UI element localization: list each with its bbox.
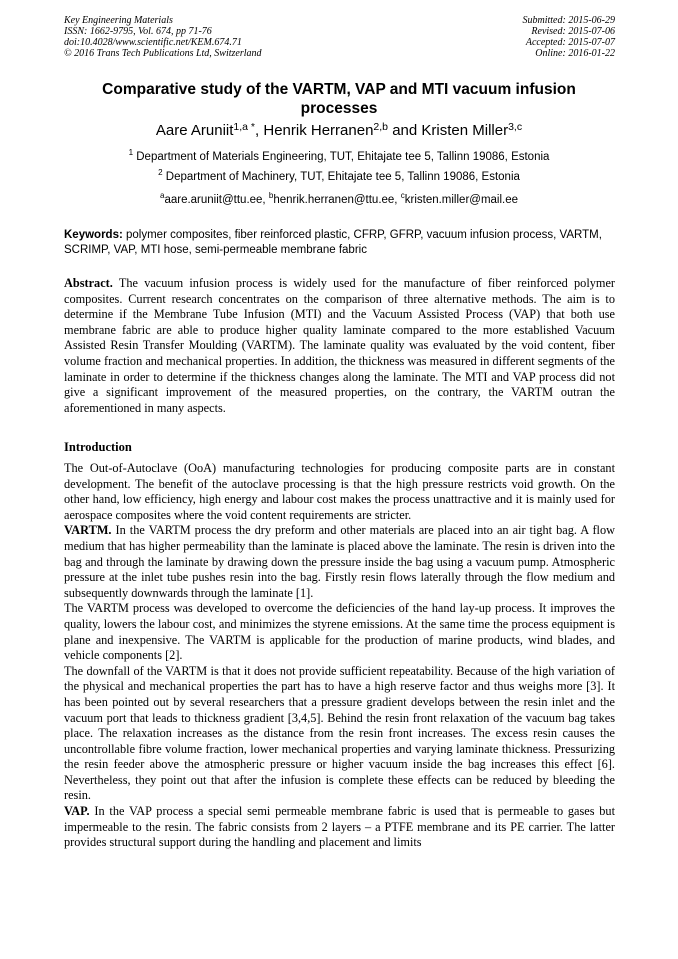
abstract-block: [64, 276, 615, 416]
vartm-downfall-paragraph: The downfall of the VARTM is that it does not provide sufficient repeatability. Because of the high variation of the physical and mechanical properties the part has to have a high reserve factor and thus weighs more [3]. It has been pointed out by several researchers that a pressure gradient develops between the resin inlet and the vacuum port that leads to thickness gradient [3,4,5]. Behind the resin front relaxation of the vacuum bag takes place. The relaxation increases as the distance from the resin front increases. The excess resin causes the uncontrollable fibre volume fraction, lower mechanical properties and varying laminate thickness. Pressurizing the resin feeder above the atmospheric pressure or higher vacuum inside the bag increases this effect [6]. Nevertheless, they point out that after the infusion is complete these effects can be reduced by bleeding the resin.: [64, 663, 615, 803]
affiliation-sup: 1: [128, 148, 134, 157]
vartm-paragraph: [64, 523, 615, 601]
abstract-label: Abstract.: [64, 276, 113, 290]
author-name: Kristen Miller: [421, 122, 509, 139]
affiliation-sup: 2: [158, 168, 163, 177]
issn-line: ISSN: 1662-9795, Vol. 674, pp 71-76: [64, 26, 212, 37]
email-sup: b: [268, 191, 274, 200]
copyright-line: © 2016 Trans Tech Publications Ltd, Switzerland: [64, 48, 262, 59]
email-link[interactable]: henrik.herranen@ttu.ee,: [273, 194, 401, 206]
introduction-heading: Introduction: [64, 440, 132, 454]
author-name: Aare Aruniit: [155, 122, 234, 139]
author-sup: 2,b: [373, 121, 389, 133]
vap-label: VAP.: [64, 804, 90, 819]
vartm-text: In the VARTM process the dry preform and other materials are placed into an air tight bag. A flow medium that has higher permeability than the laminate is placed above the laminate. The resin is driven into the bag and through the laminate by drawing down the pressure inside the bag using a vacuum pump. Atmospheric pressure at the inlet tube pushes resin into the bag. Firstly resin flows laterally through the flow medium and subsequently downwards through the laminate [1].: [64, 523, 615, 600]
keywords-label: Keywords:: [64, 229, 123, 241]
affiliation-2: [64, 170, 614, 184]
email-line: [64, 193, 614, 207]
abstract-text: The vacuum infusion process is widely used for the manufacture of fiber reinforced polymer composites. Current research concentrates on the comparison of three alternative methods. The aim is to determine if the Membrane Tube Infusion (MTI) and the Vacuum Assisted Process (VAP) that both use membrane fabric are able to produce higher quality laminate compared to the more established Vacuum Assisted Resin Transfer Moulding (VARTM). The laminate quality was evaluated by the void content, fiber volume fraction and mechanical properties. In addition, the thickness was measured in different segments of the laminate in order to determine if the thickness changes along the laminate. The MTI and VAP process did not give a significant improvement of the measured properties, on the contrary, the VARTM outran the aforementioned in many aspects.: [64, 276, 616, 415]
journal-header-right: [523, 15, 616, 59]
author-list: [64, 121, 614, 141]
intro-paragraph: The Out-of-Autoclave (OoA) manufacturing technologies for producing composite parts are in constant development. The benefit of the autoclave processing is that the high pressure restricts void growth. On the other hand, low efficiency, high energy and labour cost makes the process unattractive and it is mainly used for aerospace composites where the void content requirements are stricter.: [64, 461, 615, 522]
email-sup: a: [159, 191, 165, 200]
revised-date: Revised: 2015-07-06: [531, 26, 615, 37]
introduction-body: [64, 461, 615, 851]
vap-text: In the VAP process a special semi permeable membrane fabric is used that is permeable to gases but impermeable to the resin. The fabric consists from 2 layers – a PTFE membrane and its PE carrier. The latter provides structural support during the handling and placement and limits: [64, 804, 615, 850]
author-name: Henrik Herranen: [263, 122, 374, 139]
email-link[interactable]: aare.aruniit@ttu.ee,: [164, 194, 269, 206]
vartm-development-paragraph: The VARTM process was developed to overcome the deficiencies of the hand lay-up process. It improves the quality, lowers the labour cost, and minimizes the styrene emissions. At the same time the process equipment is plane and inexpensive. The VARTM is applicable for the production of marine products, wind blades, and vehicle components [2].: [64, 601, 615, 663]
keywords-text: polymer composites, fiber reinforced plastic, CFRP, GFRP, vacuum infusion process, VARTM, SCRIMP, VAP, MTI hose, semi-permeable membrane fabric: [64, 229, 602, 256]
affiliation-1: [64, 150, 614, 164]
submitted-date: Submitted: 2015-06-29: [522, 15, 615, 26]
paper-title: Comparative study of the VARTM, VAP and MTI vacuum infusion processes: [102, 81, 576, 117]
affiliation-text: Department of Machinery, TUT, Ehitajate tee 5, Tallinn 19086, Estonia: [165, 171, 520, 183]
email-sup: c: [400, 191, 405, 200]
vartm-label: VARTM.: [64, 523, 112, 538]
doi-line: doi:10.4028/www.scientific.net/KEM.674.71: [64, 37, 242, 48]
author-separator: and: [388, 122, 422, 139]
keywords-block: [64, 228, 616, 258]
vap-paragraph: [64, 804, 615, 851]
journal-header-left: [64, 15, 262, 59]
affiliation-text: Department of Materials Engineering, TUT, Ehitajate tee 5, Tallinn 19086, Estonia: [136, 151, 550, 163]
author-sup: 3,c: [508, 121, 523, 133]
author-sup: 1,a *: [233, 121, 256, 133]
email-link[interactable]: kristen.miller@mail.ee: [404, 194, 519, 206]
online-date: Online: 2016-01-22: [535, 48, 615, 59]
author-separator: ,: [255, 122, 264, 139]
accepted-date: Accepted: 2015-07-07: [525, 37, 615, 48]
journal-name: Key Engineering Materials: [64, 15, 173, 26]
